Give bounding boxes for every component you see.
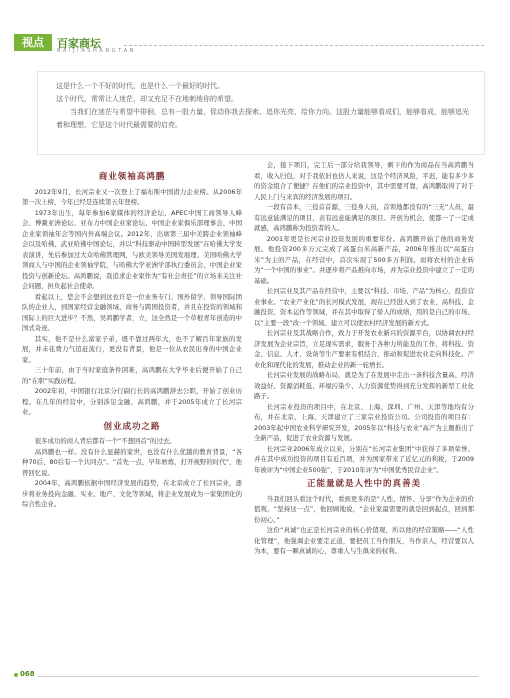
- column-name: 百家商坛: [57, 37, 101, 50]
- quote-line-3: 当我们在迷茫与希望中徘徊，总有一股力量，促动你我去探索、追你光亮、给你力向。这股力量能够看成们，能够看成，能够追光着和理想，它是这个时代最需要的启亮。: [56, 108, 469, 129]
- paragraph: 其实，他不是什么富家子弟，既不靠过两年大，也不了解百年家族的发展，并未花费力气追赶流行，更没有背景，他是一位从农民出身的中国企业家。: [22, 334, 242, 364]
- paragraph: 1973年出生，每年参加6家媒体的经济论坛、APEC中国工商领导人峰会、博鳌亚洲论坛、亚布力中国企业家论坛、中国企业家俱乐部理事会、中国企业家领袖年会等国内外高端会议。2012年，出席第三届中美跨企业领袖峰会以及哈佛、武亚哈佛中国论坛，并以“科技驱动中国转型发展”在哈佛大学发表演讲，先后参加过大众哈佛管理网，与欧美领导美国发展理、美国哈佛大学领商人与中国的企业领袖学院，与哈佛大学亚洲学部执行委员会、中国企业家投资与创新论坛。高鸿鹏说，我追求企业家作为“有社会责任”的立场来关注社会问题，担负起社会使命。: [22, 208, 242, 290]
- right-column: [254, 160, 474, 557]
- section-title: 商业领袖高鸿鹏: [98, 172, 166, 182]
- paragraph: 这份“真诚”也正是长河宗业的核心价值观，所以他的经营策略——“人性化管理”，他强调企业要走正道，要把员工当作朋友，当作亲人，经营要以人为本，要有一颗真诚的心，尊重人与生俱来的权利。: [254, 526, 474, 555]
- paragraph: 2004年，高鸿鹏依据中国经济发展的趋势，在北京成立了长河宗业，逐步将业务投向金融、实业、地产、文化等领域，将企业发展成为一家集团化的综合性企业。: [22, 479, 242, 508]
- paragraph: 当我们回头看这个时代，看到更多的是“人性、情怀、分享”作为企业的价值观，“坚持这一点”，他回顾地说，“企业家最需要的就是回到起点，回到那份初心。”: [254, 494, 474, 524]
- paragraph: 长河宗业发展的战略布局，就是为了在发展中走出一条科技含量高、经济效益好、资源消耗低、环境污染少、人力资源优势得到充分发挥的新型工业化路子。: [254, 371, 474, 400]
- quote-line-1: 这是什么一个不好的时代，也是什么一个最好的时代。: [56, 82, 224, 90]
- paragraph: 长河宗业及其产品在经营中，主要以“科技、市场、产品”为核心，投资营业事业。“农业产业化”的长河模式发展，现在已经进入到了农业、高科技、金融投资、资本运作等领域，并在其中取得了骄人的成绩，用的是自己的市场、以“主要一段”改一个领域、建立可以使农村经济发展的新方式。: [254, 287, 474, 327]
- quote-line-2: 这个时代，常常让人迷茫，却又充足不在地刺地你的希望。: [56, 95, 238, 103]
- footer-divider: [38, 676, 478, 677]
- header-divider: [124, 45, 484, 46]
- paragraph: 长河宗业及其战略合作，致力于开发农业新兴的资源平台，以协调农村经济发展为企业宗旨，立足现实需求，服务于各种力所能及的工作，将科技、资金、信息、人才、设备等生产要素有机结合，推动和促进农业走向科技化、产业化和现代化的发展，推动企业的新一轮增长。: [254, 329, 474, 369]
- paragraph: 高鸿鹏也一样。没有什么显赫的家世，也没有什么优越的教育背景，“各种70后、80后有一个共同点”。“首先一点，早年磨炼，打开视野的时代”，他曾回忆说。: [22, 447, 242, 477]
- paragraph: 长河宗业投资的项目中，在北京、上海、深圳、广州、天津等地均有分布，并在北京、上海、天津建立了三家宗业投资公司。公司投资的项目有：2003年起中国农业科学研究开发，2005年以“科技与农业”高产为主题推出了全新产品，促进了农业资源与发展。: [254, 402, 474, 442]
- paragraph: 一段有首本，三役首首源，三役身人员，首领地都没有的“三无”人员，最有远意能满足的项目，表有远意能满足的项目。开创为机会，使都一了一定成就感，高鸿鹏称为投资者的人。: [254, 203, 474, 232]
- paragraph: 看起以上，您会不会想到这也许是一位业务专门、国外留学、领导国际团队的企业人，到国家经营金融领域、商务与跨国投资者，并且在投资的领域和国际上的巨大进步？不然，吴鸿鹏学者，立，这全然是一个草根青年创造的中国式奇迹。: [22, 292, 242, 332]
- section-title: 创业成功之路: [103, 421, 161, 432]
- paragraph: 2012年9月，长河宗业又一次登上了福布斯中国潜力企业榜。从2006年第一次上榜，今年已经是连续第五年登榜。: [22, 187, 242, 206]
- paragraph: 长河宗业2006年成立以来，分别在“长河宗业集团”中获得了多项荣誉。并在其中成功投资的项目有近百项，并为国家带来了近亿元的利税，于2009年被评为“中国企业500强”，于2010年评为“中国优秀民营企业”。: [254, 444, 474, 474]
- paragraph: 很多成功的商人背后都有一个“不想回首”的过去。: [34, 437, 176, 445]
- paragraph: 三十年前，由于当时家庭条件困难，高鸿鹏在大学毕业后便开始了自己的“在职”实践历程。: [22, 366, 242, 385]
- page-number: 068: [20, 670, 35, 678]
- paragraph: 2002年初，中国银行北京分行副行长的高鸿鹏辞去公职，开始了创业历程。在几年的经营中，分别涉足金融、高鸿鹏，并于2005年成立了长河宗业。: [22, 387, 242, 416]
- paragraph: 2001年更是长河宗业投资发展的重要年份。高鸿鹏开始了他的商务发展。他投资200多万元完成了高蛋白米高新产品，2006年推出以“高蛋白米”为主的产品，在经营中，首次实现了500多万利润。而将农村的企业转为“一个中国的事业”。并逐步将产品推向市场，并为宗业投资中建立了一定的基础。: [254, 234, 474, 285]
- column-name-en: B A I J I A S H A N G T A N: [57, 48, 135, 54]
- column-tag: 视点: [14, 34, 52, 51]
- lead-quote-box: [38, 72, 484, 154]
- section-title: 正能量就是人性中的真善美: [306, 479, 421, 489]
- page-marker-icon: [14, 673, 18, 677]
- page-header: [0, 0, 510, 60]
- left-column: [22, 168, 242, 510]
- paragraph: 会，接下项目，完工后一部分给我领导，剩下的作为商品在当高鸿鹏当看，收入归包，对于我依旧也仍人来说，这是个经济风险，平迟，能有多少多的资金组合了便捷？在他们的宗业投资中，其中需要可靠，高鸿鹏取得了对于人民上门与来宾的经济发展的项目。: [254, 161, 474, 201]
